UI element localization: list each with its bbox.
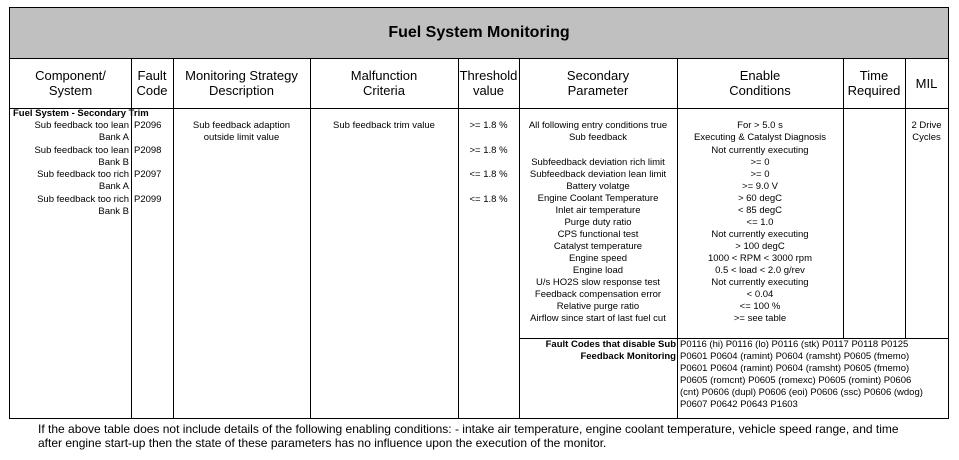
header-time-required: Time Required — [847, 68, 901, 98]
threshold-value: <= 1.8 % — [469, 194, 508, 205]
section-title: Fuel System - Secondary Trim — [13, 108, 149, 119]
header-mil: MIL — [915, 75, 938, 91]
secondary-parameter: Catalyst temperature — [553, 241, 643, 252]
enable-condition: > 60 degC — [737, 193, 783, 204]
table-title: Fuel System Monitoring — [10, 8, 948, 59]
header-malfunction: Malfunction Criteria — [350, 68, 418, 98]
threshold-value: <= 1.8 % — [469, 169, 508, 180]
enable-condition: 0.5 < load < 2.0 g/rev — [715, 265, 805, 276]
header-strategy: Monitoring Strategy Description — [185, 68, 298, 98]
enable-condition: < 85 degC — [737, 205, 783, 216]
mil-value: 2 Drive Cycles — [911, 120, 942, 143]
enable-condition: >= 9.0 V — [742, 181, 778, 192]
col-divider — [173, 58, 174, 419]
secondary-parameter: Airflow since start of last fuel cut — [530, 313, 666, 324]
enable-condition: Not currently executing — [711, 229, 809, 240]
enable-condition: >= see table — [733, 313, 787, 324]
enable-condition: Executing & Catalyst Diagnosis — [693, 132, 826, 143]
enable-condition: Not currently executing — [711, 277, 809, 288]
secondary-parameter: Inlet air temperature — [555, 205, 641, 216]
enable-condition: < 0.04 — [746, 289, 774, 300]
header-enable-conditions: Enable Conditions — [729, 68, 791, 98]
fault-code: P2096 — [134, 120, 162, 131]
secondary-parameter: Subfeedback deviation lean limit — [529, 169, 667, 180]
secondary-parameter: Engine Coolant Temperature — [537, 193, 659, 204]
secondary-parameter: Purge duty ratio — [564, 217, 632, 228]
secondary-parameter: Engine speed — [568, 253, 628, 264]
secondary-parameter: Subfeedback deviation rich limit — [531, 157, 665, 168]
col-divider — [843, 58, 844, 338]
secondary-parameter: Engine load — [572, 265, 624, 276]
fault-code: P2098 — [134, 145, 162, 156]
malfunction-criteria: Sub feedback trim value — [333, 120, 435, 131]
col-divider — [905, 58, 906, 338]
enable-condition: 1000 < RPM < 3000 rpm — [707, 253, 813, 264]
secondary-parameter: All following entry conditions true — [528, 120, 668, 131]
component-row: Sub feedback too rich Bank A — [37, 169, 129, 192]
enable-condition: > 100 degC — [735, 241, 785, 252]
fault-code: P2097 — [134, 169, 162, 180]
secondary-parameter: Sub feedback — [568, 132, 628, 143]
component-row: Sub feedback too lean Bank B — [34, 145, 129, 168]
secondary-parameter: Feedback compensation error — [534, 289, 662, 300]
disable-codes-label: Fault Codes that disable Sub Feedback Monitoring — [545, 339, 676, 362]
header-secondary-parameter: Secondary Parameter — [566, 68, 630, 98]
enable-condition: <= 1.0 — [746, 217, 774, 228]
enable-condition: >= 0 — [750, 169, 770, 180]
disable-codes-list: P0116 (hi) P0116 (lo) P0116 (stk) P0117 P0118 P0125 P0601 P0604 (ramint) P0604 (ramsht) P0605 (fmemo) P0601 P0604 (ramint) P0604 (ramsht) P0605 (fmemo) P0605 (romcnt) P0605 (romexc) P0605 (romint) P0606 (cnt) P0606 (dupl) P0606 (eoi) P0606 (ssc) P0606 (wdog) P0607 P0642 P0643 P1603 — [680, 339, 923, 410]
secondary-parameter: Relative purge ratio — [556, 301, 640, 312]
fault-code: P2099 — [134, 194, 162, 205]
threshold-value: >= 1.8 % — [469, 120, 508, 131]
footnote: If the above table does not include details of the following enabling conditions: - intake air temperature, engine coolant temperature, vehicle speed range, and time after engine start-up then the state of these parameters has no influence upon the execution of the monitor. — [38, 422, 899, 450]
component-row: Sub feedback too lean Bank A — [34, 120, 129, 143]
threshold-value: >= 1.8 % — [469, 145, 508, 156]
strategy-description: Sub feedback adaption outside limit value — [192, 120, 291, 143]
secondary-parameter: U/s HO2S slow response test — [535, 277, 661, 288]
header-fault-code: Fault Code — [136, 68, 168, 98]
enable-condition: <= 100 % — [739, 301, 781, 312]
col-divider — [310, 58, 311, 419]
component-row: Sub feedback too rich Bank B — [37, 194, 129, 217]
header-threshold: Threshold value — [459, 68, 518, 98]
secondary-parameter: Battery volatge — [566, 181, 630, 192]
secondary-parameter: CPS functional test — [557, 229, 639, 240]
enable-condition: For > 5.0 s — [737, 120, 783, 131]
enable-condition: Not currently executing — [711, 145, 809, 156]
header-row — [10, 58, 948, 109]
enable-condition: >= 0 — [750, 157, 770, 168]
header-component: Component/ System — [35, 68, 106, 98]
fuel-system-monitoring-table — [9, 7, 949, 419]
col-divider — [458, 58, 459, 419]
